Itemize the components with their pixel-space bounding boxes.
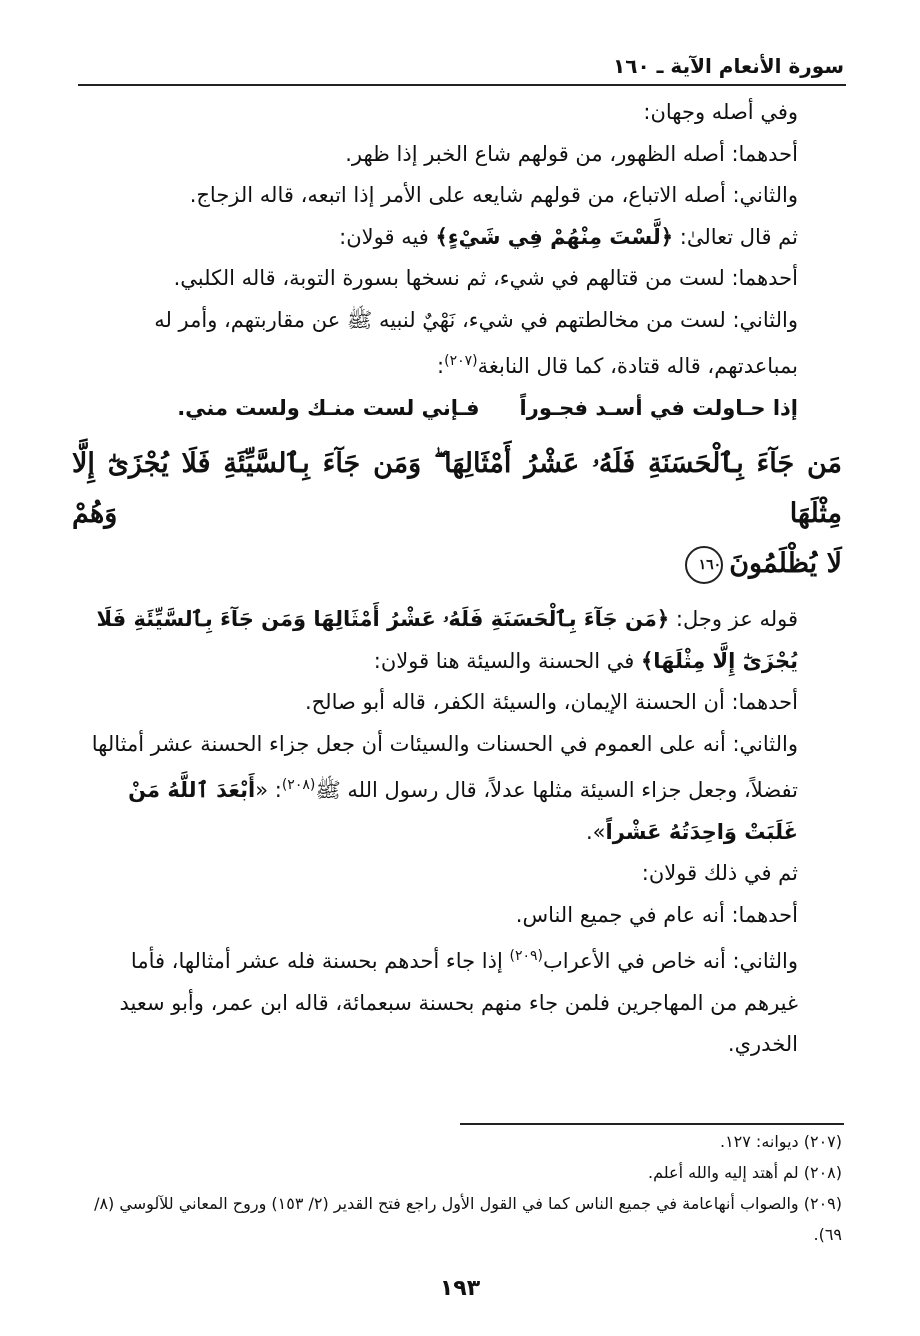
hadith-quote: أَبْعَدَ ٱللَّهُ مَنْ غَلَبَتْ وَاحِدَتُهُ عَشْراً	[128, 778, 798, 844]
paragraph-1: وفي أصله وجهان:	[643, 100, 798, 124]
paragraph-9	[72, 724, 842, 854]
paragraph-4-end: فيه قولان:	[339, 224, 436, 249]
quran-quote: ﴿مَن جَآءَ بِٱلْحَسَنَةِ فَلَهُۥ عَشْرُ أَمْثَالِهَا وَمَن جَآءَ بِٱلسَّيِّئَةِ فَلَا يُجْزَىٰٓ إِلَّا مِثْلَهَا﴾	[96, 607, 798, 673]
paragraph-9-mid: : «	[255, 778, 282, 802]
paragraph-9-text: والثاني: أنه على العموم في الحسنات والسيئات أن جعل جزاء الحسنة عشر أمثالها تفضلاً، وجعل جزاء السيئة مثلها عدلاً، قال رسول الله ﷺ	[91, 731, 798, 802]
paragraph-6-text: والثاني: لست من مخالطتهم في شيء، نَهْيٌ لنبيه ﷺ عن مقاربتهم، وأمر له بمباعدتهم، قاله قتادة، كما قال النابغة	[154, 307, 798, 378]
paragraph-4	[72, 217, 842, 259]
poem-first-hemistich: إذا حـاولت في أسـد فجـوراً	[519, 395, 798, 420]
page-number: ١٩٣	[439, 1276, 481, 1301]
paragraph-4-intro: ثم قال تعالىٰ:	[673, 224, 798, 249]
quran-verse-line-1: مَن جَآءَ بِٱلْحَسَنَةِ فَلَهُۥ عَشْرُ أَمْثَالِهَا ۖ وَمَن جَآءَ بِٱلسَّيِّئَةِ فَلَا يُجْزَىٰٓ إِلَّا مِثْلَهَا وَهُمْ	[72, 448, 842, 529]
paragraph-11: أحدهما: أنه عام في جميع الناس.	[515, 902, 798, 927]
paragraph-12-text: والثاني: أنه خاص في الأعراب	[542, 949, 798, 973]
ayah-number-marker: ١٦٠	[685, 546, 723, 584]
paragraph-6-end: :	[437, 354, 445, 378]
paragraph-10: ثم في ذلك قولان:	[641, 861, 798, 885]
footnote-ref-207: (٢٠٧)	[444, 353, 478, 369]
footnote-rule	[460, 1123, 844, 1125]
footnote-ref-209: (٢٠٩)	[509, 948, 543, 964]
paragraph-12-end: إذا جاء أحدهم بحسنة فله عشر أمثالها، فأما غيرهم من المهاجرين فلمن جاء منهم بحسنة سبعمائة، قاله ابن عمر، وأبو سعيد الخدري.	[119, 949, 798, 1056]
paragraph-8: أحدهما: أن الحسنة الإيمان، والسيئة الكفر، قاله أبو صالح.	[304, 690, 798, 714]
quran-quote: ﴿لَّسْتَ مِنْهُمْ فِي شَيْءٍ﴾	[435, 224, 674, 249]
paragraph-2: أحدهما: أصله الظهور، من قولهم شاع الخبر إذا ظهر.	[345, 141, 798, 166]
quran-verse-line-2-text: لَا يُظْلَمُونَ	[729, 548, 842, 579]
paragraph-3: والثاني: أصله الاتباع، من قولهم شايعه على الأمر إذا اتبعه، قاله الزجاج.	[189, 183, 798, 207]
poem-verse	[72, 388, 842, 430]
footnote-207: (٢٠٧) ديوانه: ١٢٧.	[719, 1132, 842, 1151]
spacer	[72, 589, 842, 599]
header-rule	[78, 84, 846, 86]
running-header: سورة الأنعام الآية ـ ١٦٠	[613, 54, 844, 78]
footnote-208: (٢٠٨) لم أهتد إليه والله أعلم.	[647, 1163, 842, 1182]
paragraph-7	[72, 599, 842, 682]
paragraph-9-end: ».	[586, 819, 606, 844]
spacer	[72, 429, 842, 439]
main-text	[72, 92, 842, 1066]
footnotes	[72, 1126, 842, 1250]
footnote-209: (٢٠٩) والصواب أنهاعامة في جميع الناس كما في القول الأول راجع فتح القدير (٢/ ١٥٣) وروح المعاني للآلوسي (٨/ ٦٩).	[94, 1194, 842, 1244]
paragraph-5: أحدهما: لست من قتالهم في شيء، ثم نسخها بسورة التوبة، قاله الكلبي.	[173, 266, 798, 290]
quran-verse-line-2	[72, 539, 842, 589]
paragraph-7-end: في الحسنة والسيئة هنا قولان:	[373, 648, 641, 673]
footnote-ref-208: (٢٠٨)	[281, 777, 316, 793]
paragraph-7-intro: قوله عز وجل:	[669, 607, 798, 631]
paragraph-12	[72, 936, 842, 1066]
paragraph-6	[72, 300, 842, 388]
poem-second-hemistich: فـإني لست منـك ولست مني.	[177, 395, 480, 420]
